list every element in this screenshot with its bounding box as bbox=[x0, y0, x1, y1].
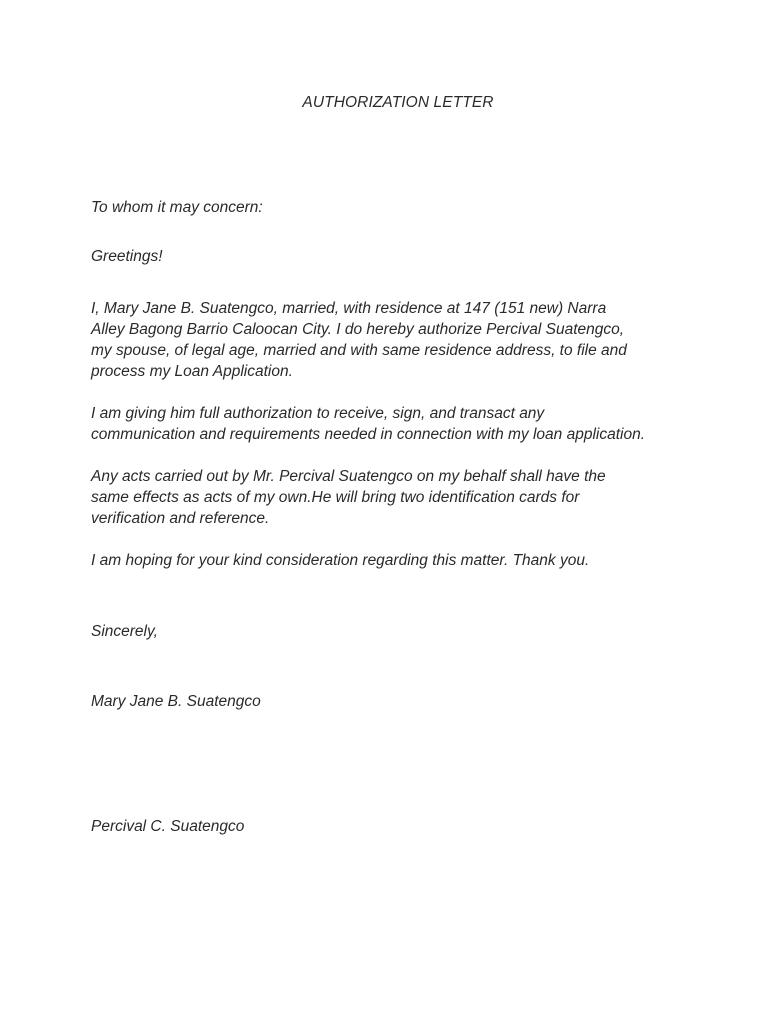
paragraph-full-authorization bbox=[91, 403, 691, 445]
paragraph-line: process my Loan Application. bbox=[91, 363, 293, 380]
paragraph-acts bbox=[91, 466, 691, 529]
closing: Sincerely, bbox=[91, 623, 158, 640]
greeting: Greetings! bbox=[91, 248, 163, 265]
salutation: To whom it may concern: bbox=[91, 199, 263, 216]
paragraph-line: I am giving him full authorization to receive, sign, and transact any bbox=[91, 405, 545, 422]
paragraph-line: I, Mary Jane B. Suatengco, married, with residence at 147 (151 new) Narra bbox=[91, 300, 607, 317]
signatory-name-2: Percival C. Suatengco bbox=[91, 818, 245, 835]
paragraph-thanks bbox=[91, 550, 691, 571]
paragraph-line: communication and requirements needed in connection with my loan application. bbox=[91, 426, 646, 443]
paragraph-line: Any acts carried out by Mr. Percival Suatengco on my behalf shall have the bbox=[91, 468, 606, 485]
paragraph-authorization bbox=[91, 298, 691, 382]
letter-title: AUTHORIZATION LETTER bbox=[302, 94, 494, 111]
paragraph-line: same effects as acts of my own.He will bring two identification cards for bbox=[91, 489, 580, 506]
signatory-name-1: Mary Jane B. Suatengco bbox=[91, 693, 261, 710]
paragraph-line: my spouse, of legal age, married and with same residence address, to file and bbox=[91, 342, 627, 359]
paragraph-line: verification and reference. bbox=[91, 510, 270, 527]
paragraph-line: I am hoping for your kind consideration regarding this matter. Thank you. bbox=[91, 552, 590, 569]
paragraph-line: Alley Bagong Barrio Caloocan City. I do hereby authorize Percival Suatengco, bbox=[91, 321, 625, 338]
